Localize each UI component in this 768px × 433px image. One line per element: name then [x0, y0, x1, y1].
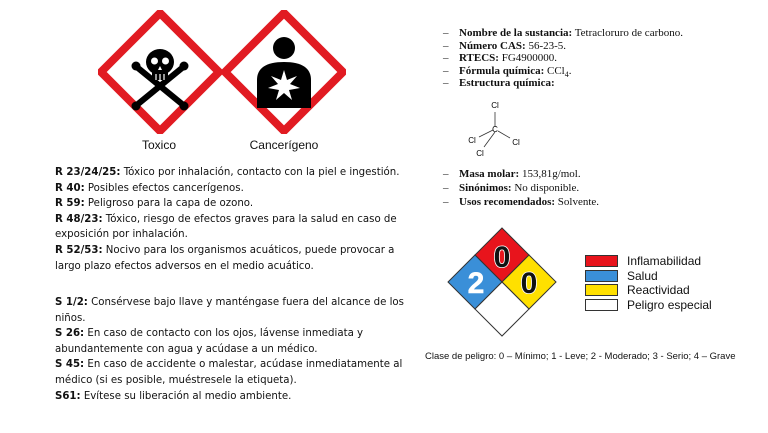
risk-phrases — [55, 165, 405, 274]
safety-phrase: S 45: En caso de accidente o malestar, acúdase inmediatamente al médico (si es posible, muéstresele la etiqueta). — [55, 359, 403, 386]
chemical-structure-label: – Estructura química: — [443, 77, 555, 89]
risk-phrase: R 23/24/25: Tóxico por inhalación, contacto con la piel e ingestión. — [55, 167, 400, 178]
safety-phrase: S61: Evítese su liberación al medio ambiente. — [55, 390, 292, 402]
legend-item-reactivity: Reactividad — [585, 283, 712, 297]
legend-swatch — [585, 270, 618, 282]
legend-item-flammability: Inflamabilidad — [585, 254, 712, 268]
structure-atom-cl: Cl — [468, 136, 476, 145]
legend-swatch — [585, 299, 618, 311]
safety-phrase: S 1/2: Consérvese bajo llave y manténgase fuera del alcance de los niños. — [55, 297, 404, 324]
substance-properties — [443, 27, 683, 90]
structure-atom-cl: Cl — [491, 101, 499, 110]
risk-phrase: R 59: Peligroso para la capa de ozono. — [55, 198, 254, 210]
nfpa-legend — [585, 254, 712, 312]
rtecs-number: – RTECS: FG4900000. — [443, 52, 558, 64]
nfpa-flammability-value: 0 — [493, 241, 511, 274]
pictogram-label-toxic: Toxico — [141, 138, 176, 152]
synonyms: – Sinónimos: No disponible. — [443, 182, 580, 194]
legend-swatch — [585, 284, 618, 296]
risk-phrase: R 52/53: Nocivo para los organismos acuáticos, puede provocar a largo plazo efectos adversos en el medio acuático. — [55, 244, 395, 272]
chemical-structure — [458, 98, 528, 162]
structure-atom-cl: Cl — [512, 138, 520, 147]
legend-item-health: Salud — [585, 269, 712, 283]
chemical-formula: – Fórmula química: CCl$_4$. — [443, 64, 572, 79]
risk-phrase: R 40: Posibles efectos cancerígenos. — [55, 182, 244, 194]
recommended-uses: – Usos recomendados: Solvente. — [443, 196, 600, 208]
carcinogen-pictogram — [222, 10, 346, 134]
risk-phrase: R 48/23: Tóxico, riesgo de efectos graves para la salud en caso de exposición por inhalación. — [55, 213, 397, 241]
toxic-pictogram — [98, 10, 222, 134]
nfpa-health-value: 2 — [467, 267, 485, 300]
cas-number: – Número CAS: 56-23-5. — [443, 39, 567, 52]
safety-phrase: S 26: En caso de contacto con los ojos, lávense inmediata y abundantemente con agua y acúdase a un médico. — [55, 328, 364, 355]
nfpa-reactivity-value: 0 — [520, 267, 538, 300]
legend-swatch — [585, 255, 618, 267]
substance-name: – Nombre de la sustancia: Tetracloruro de carbono. — [443, 27, 683, 39]
pictogram-label-carcinogen: Cancerígeno — [249, 138, 319, 152]
molar-mass: – Masa molar: 153,81g/mol. — [443, 168, 581, 180]
nfpa-diamond — [447, 227, 557, 339]
hazard-class-scale: Clase de peligro: 0 – Mínimo; 1 - Leve; 2 - Moderado; 3 - Serio; 4 – Grave — [425, 351, 736, 362]
substance-properties-2 — [443, 167, 599, 209]
structure-atom-cl: Cl — [476, 149, 484, 158]
structure-atom-c: C — [492, 125, 498, 134]
legend-item-special: Peligro especial — [585, 298, 712, 312]
safety-phrases — [55, 295, 405, 404]
